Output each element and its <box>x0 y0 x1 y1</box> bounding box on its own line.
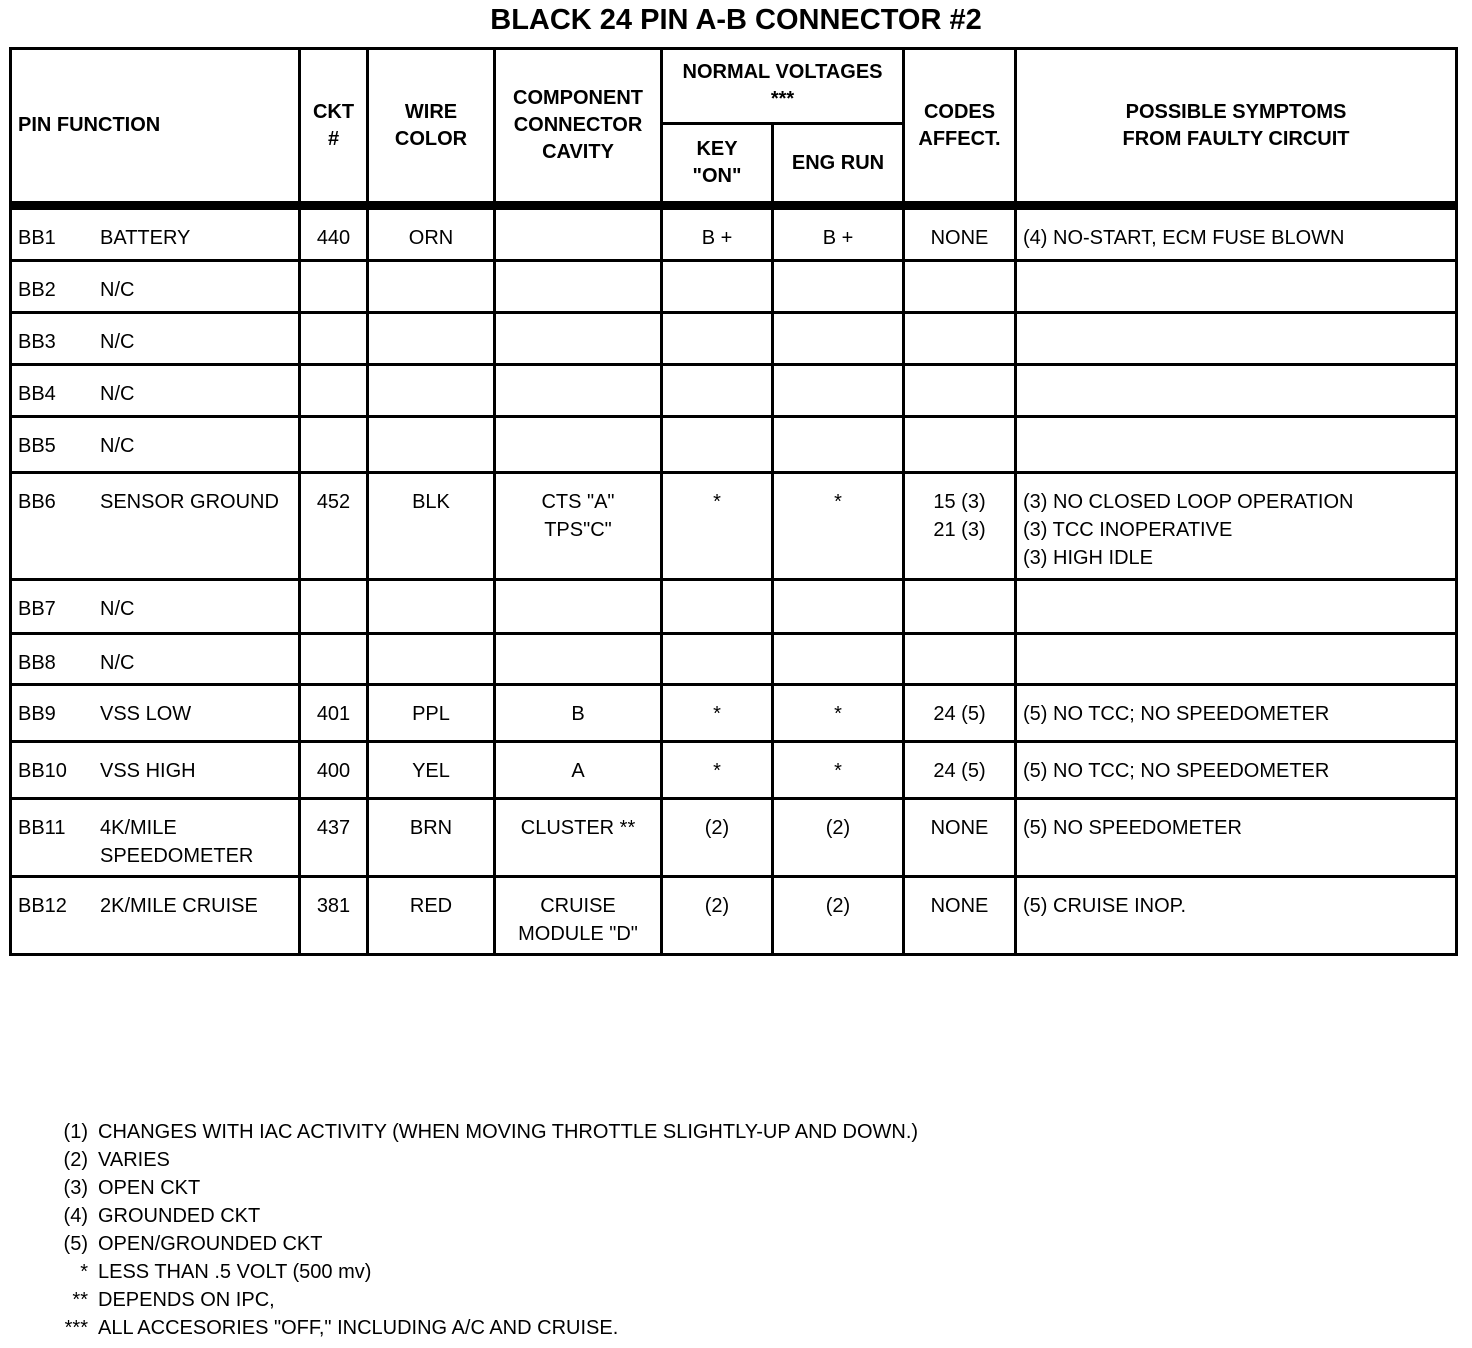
cavity-cell <box>495 417 662 473</box>
symptoms-cell <box>1016 580 1457 634</box>
codes-cell <box>904 313 1016 365</box>
header-codes: CODES AFFECT. <box>904 49 1016 206</box>
footnote <box>30 1118 918 1146</box>
symptoms-cell: (4) NO-START, ECM FUSE BLOWN <box>1016 206 1457 261</box>
pin-function-cell <box>11 261 300 313</box>
table-row <box>11 261 1457 313</box>
ckt-cell: 400 <box>300 742 368 799</box>
pin-code: BB12 <box>18 895 67 917</box>
pin-function-cell <box>11 313 300 365</box>
header-eng-run: ENG RUN <box>773 124 904 206</box>
key-on-cell: (2) <box>662 799 773 877</box>
footnote-mark: (2) <box>63 1149 88 1171</box>
footnotes <box>30 1118 918 1342</box>
header-ckt: CKT # <box>300 49 368 206</box>
pin-function: N/C <box>100 435 135 457</box>
eng-run-cell <box>773 417 904 473</box>
table-row <box>11 365 1457 417</box>
codes-cell: 15 (3) 21 (3) <box>904 473 1016 580</box>
symptoms-cell <box>1016 634 1457 685</box>
symptoms-cell: (5) NO TCC; NO SPEEDOMETER <box>1016 742 1457 799</box>
pin-code: BB4 <box>18 383 56 405</box>
symptoms-cell: (5) CRUISE INOP. <box>1016 877 1457 955</box>
key-on-cell <box>662 313 773 365</box>
pin-function-cell <box>11 742 300 799</box>
cavity-cell <box>495 365 662 417</box>
eng-run-cell: * <box>773 473 904 580</box>
codes-cell: 24 (5) <box>904 742 1016 799</box>
footnote-mark: (1) <box>63 1121 88 1143</box>
pin-function: SENSOR GROUND <box>100 491 279 513</box>
footnote-text: GROUNDED CKT <box>98 1205 261 1227</box>
key-on-cell <box>662 634 773 685</box>
wire-color-cell: ORN <box>368 206 495 261</box>
table-row <box>11 634 1457 685</box>
header-normal-voltages: NORMAL VOLTAGES *** <box>662 49 904 124</box>
pin-function-cell <box>11 473 300 580</box>
cavity-cell: B <box>495 685 662 742</box>
ckt-cell <box>300 313 368 365</box>
codes-cell: NONE <box>904 206 1016 261</box>
codes-cell <box>904 580 1016 634</box>
wire-color-cell: BLK <box>368 473 495 580</box>
wire-color-cell: PPL <box>368 685 495 742</box>
header-symptoms: POSSIBLE SYMPTOMS FROM FAULTY CIRCUIT <box>1016 49 1457 206</box>
header-wire-color: WIRE COLOR <box>368 49 495 206</box>
footnote <box>30 1174 918 1202</box>
symptoms-cell: (5) NO SPEEDOMETER <box>1016 799 1457 877</box>
ckt-cell: 452 <box>300 473 368 580</box>
key-on-cell: * <box>662 685 773 742</box>
wire-color-cell <box>368 313 495 365</box>
symptoms-cell <box>1016 313 1457 365</box>
eng-run-cell <box>773 261 904 313</box>
key-on-cell: B + <box>662 206 773 261</box>
ckt-cell <box>300 580 368 634</box>
pin-code: BB3 <box>18 331 56 353</box>
pin-code: BB6 <box>18 491 56 513</box>
header-key-on: KEY "ON" <box>662 124 773 206</box>
ckt-cell <box>300 417 368 473</box>
pin-code: BB1 <box>18 227 56 249</box>
eng-run-cell <box>773 313 904 365</box>
cavity-cell <box>495 634 662 685</box>
footnote-mark: ** <box>72 1289 88 1311</box>
ckt-cell <box>300 634 368 685</box>
pin-function: N/C <box>100 652 135 674</box>
cavity-cell <box>495 206 662 261</box>
footnote-mark: (5) <box>63 1233 88 1255</box>
pin-function-cell <box>11 580 300 634</box>
pin-function: VSS HIGH <box>100 760 196 782</box>
eng-run-cell: B + <box>773 206 904 261</box>
wire-color-cell <box>368 580 495 634</box>
codes-cell: 24 (5) <box>904 685 1016 742</box>
key-on-cell <box>662 365 773 417</box>
cavity-cell: CLUSTER ** <box>495 799 662 877</box>
table-row <box>11 742 1457 799</box>
symptoms-cell <box>1016 417 1457 473</box>
wire-color-cell: RED <box>368 877 495 955</box>
pin-function-cell <box>11 365 300 417</box>
table-row <box>11 313 1457 365</box>
key-on-cell <box>662 580 773 634</box>
footnote-text: OPEN/GROUNDED CKT <box>98 1233 323 1255</box>
pin-function: 2K/MILE CRUISE <box>100 895 258 917</box>
wire-color-cell <box>368 365 495 417</box>
cavity-cell <box>495 261 662 313</box>
eng-run-cell: (2) <box>773 799 904 877</box>
codes-cell: NONE <box>904 877 1016 955</box>
wire-color-cell: BRN <box>368 799 495 877</box>
footnote <box>30 1258 918 1286</box>
ckt-cell: 381 <box>300 877 368 955</box>
codes-cell <box>904 417 1016 473</box>
footnote-text: LESS THAN .5 VOLT (500 mv) <box>98 1261 372 1283</box>
cavity-cell: CRUISE MODULE "D" <box>495 877 662 955</box>
footnote <box>30 1286 918 1314</box>
eng-run-cell <box>773 634 904 685</box>
footnote <box>30 1202 918 1230</box>
key-on-cell <box>662 417 773 473</box>
connector-table <box>9 47 1458 956</box>
pin-function-cell <box>11 206 300 261</box>
pin-function-cell <box>11 417 300 473</box>
pin-function: VSS LOW <box>100 703 192 725</box>
page-title: BLACK 24 PIN A-B CONNECTOR #2 <box>490 4 982 36</box>
cavity-cell <box>495 580 662 634</box>
footnote-mark: (4) <box>63 1205 88 1227</box>
pin-code: BB9 <box>18 703 56 725</box>
table-row <box>11 799 1457 877</box>
symptoms-cell <box>1016 261 1457 313</box>
pin-function: N/C <box>100 279 135 301</box>
eng-run-cell: (2) <box>773 877 904 955</box>
cavity-cell: A <box>495 742 662 799</box>
ckt-cell: 440 <box>300 206 368 261</box>
ckt-cell: 401 <box>300 685 368 742</box>
footnote <box>30 1230 918 1258</box>
key-on-cell: (2) <box>662 877 773 955</box>
pin-code: BB5 <box>18 435 56 457</box>
table-row <box>11 877 1457 955</box>
ckt-cell <box>300 365 368 417</box>
key-on-cell: * <box>662 473 773 580</box>
key-on-cell <box>662 261 773 313</box>
footnote-text: VARIES <box>98 1149 170 1171</box>
ckt-cell <box>300 261 368 313</box>
eng-run-cell <box>773 365 904 417</box>
table-row <box>11 580 1457 634</box>
eng-run-cell: * <box>773 742 904 799</box>
codes-cell <box>904 365 1016 417</box>
symptoms-cell: (5) NO TCC; NO SPEEDOMETER <box>1016 685 1457 742</box>
pin-function-cell <box>11 685 300 742</box>
wire-color-cell <box>368 634 495 685</box>
codes-cell: NONE <box>904 799 1016 877</box>
wire-color-cell <box>368 261 495 313</box>
pin-function: N/C <box>100 598 135 620</box>
footnote-mark: *** <box>64 1317 88 1339</box>
symptoms-cell <box>1016 365 1457 417</box>
header-component-cavity: COMPONENT CONNECTOR CAVITY <box>495 49 662 206</box>
table-row <box>11 473 1457 580</box>
pin-code: BB2 <box>18 279 56 301</box>
wire-color-cell: YEL <box>368 742 495 799</box>
table-row <box>11 417 1457 473</box>
symptoms-cell: (3) NO CLOSED LOOP OPERATION (3) TCC INOPERATIVE (3) HIGH IDLE <box>1016 473 1457 580</box>
key-on-cell: * <box>662 742 773 799</box>
cavity-cell <box>495 313 662 365</box>
pin-code: BB11 <box>18 817 66 839</box>
footnote-text: ALL ACCESORIES "OFF," INCLUDING A/C AND CRUISE. <box>98 1317 619 1339</box>
pin-function: N/C <box>100 331 135 353</box>
footnote-text: DEPENDS ON IPC, <box>98 1289 275 1311</box>
table-row <box>11 685 1457 742</box>
footnote-mark: (3) <box>63 1177 88 1199</box>
pin-function-cell <box>11 799 300 877</box>
pin-function-cell <box>11 877 300 955</box>
footnote-text: OPEN CKT <box>98 1177 201 1199</box>
table-row <box>11 206 1457 261</box>
footnote <box>30 1146 918 1174</box>
codes-cell <box>904 634 1016 685</box>
footnote-text: CHANGES WITH IAC ACTIVITY (WHEN MOVING THROTTLE SLIGHTLY-UP AND DOWN.) <box>98 1121 919 1143</box>
codes-cell <box>904 261 1016 313</box>
ckt-cell: 437 <box>300 799 368 877</box>
wire-color-cell <box>368 417 495 473</box>
eng-run-cell: * <box>773 685 904 742</box>
pin-code: BB10 <box>18 760 67 782</box>
pin-code: BB8 <box>18 652 56 674</box>
pin-function: BATTERY <box>100 227 191 249</box>
eng-run-cell <box>773 580 904 634</box>
cavity-cell: CTS "A" TPS"C" <box>495 473 662 580</box>
pin-function: 4K/MILE SPEEDOMETER <box>100 817 254 867</box>
pin-function-cell <box>11 634 300 685</box>
footnote <box>30 1314 918 1342</box>
pin-function: N/C <box>100 383 135 405</box>
header-pin-function: PIN FUNCTION <box>11 49 300 206</box>
pin-code: BB7 <box>18 598 56 620</box>
footnote-mark: * <box>80 1261 88 1283</box>
